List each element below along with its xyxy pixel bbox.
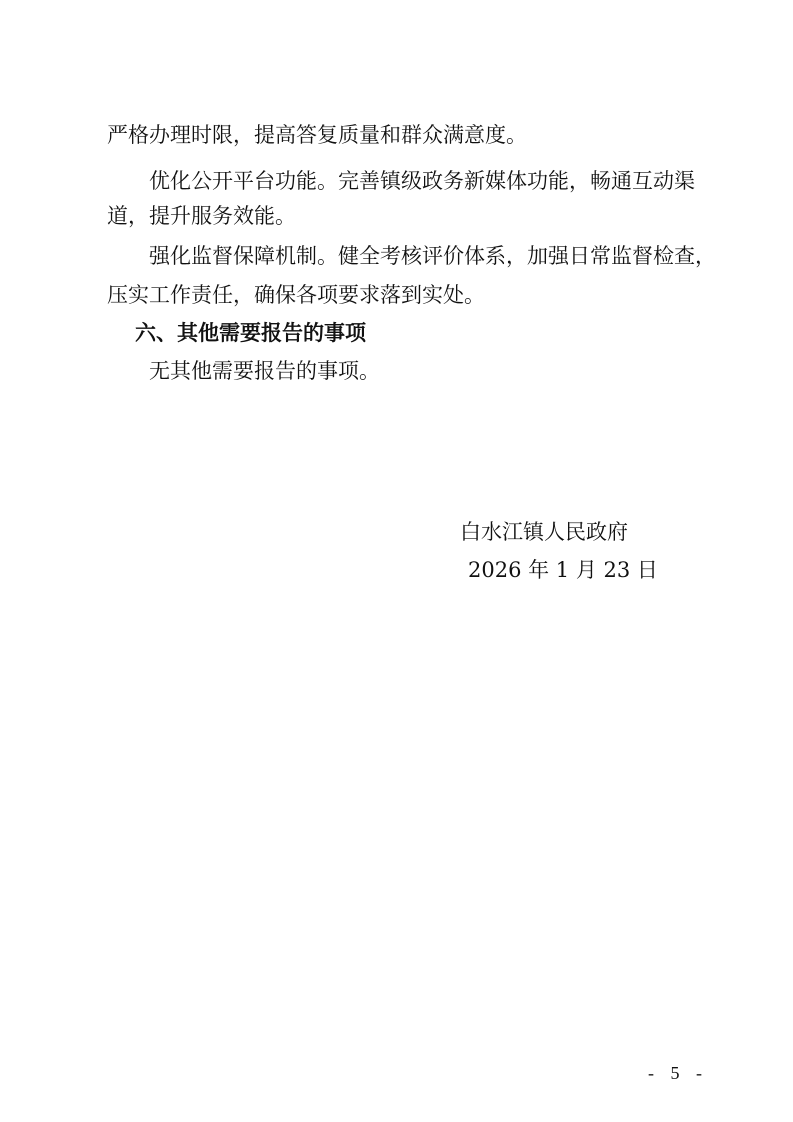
paragraph-line [149,246,716,267]
page-number: - 5 - [648,1063,708,1083]
paragraph-lead: 优化公开平台功能。 [149,169,338,193]
paragraph-lead: 强化监督保障机制。 [149,244,338,268]
signature-date: 2026 年 1 月 23 日 [468,558,658,582]
paragraph-line: 道，提升服务效能。 [107,204,296,228]
paragraph-line: 严格办理时限，提高答复质量和群众满意度。 [107,123,527,147]
paragraph-line [149,171,695,192]
signature-organization: 白水江镇人民政府 [460,520,628,544]
section-heading: 六、其他需要报告的事项 [135,321,366,345]
paragraph-line: 无其他需要报告的事项。 [149,359,380,383]
paragraph-line: 压实工作责任，确保各项要求落到实处。 [107,283,485,307]
paragraph-text: 健全考核评价体系，加强日常监督检查， [338,244,716,268]
paragraph-text: 完善镇级政务新媒体功能，畅通互动渠 [338,169,695,193]
